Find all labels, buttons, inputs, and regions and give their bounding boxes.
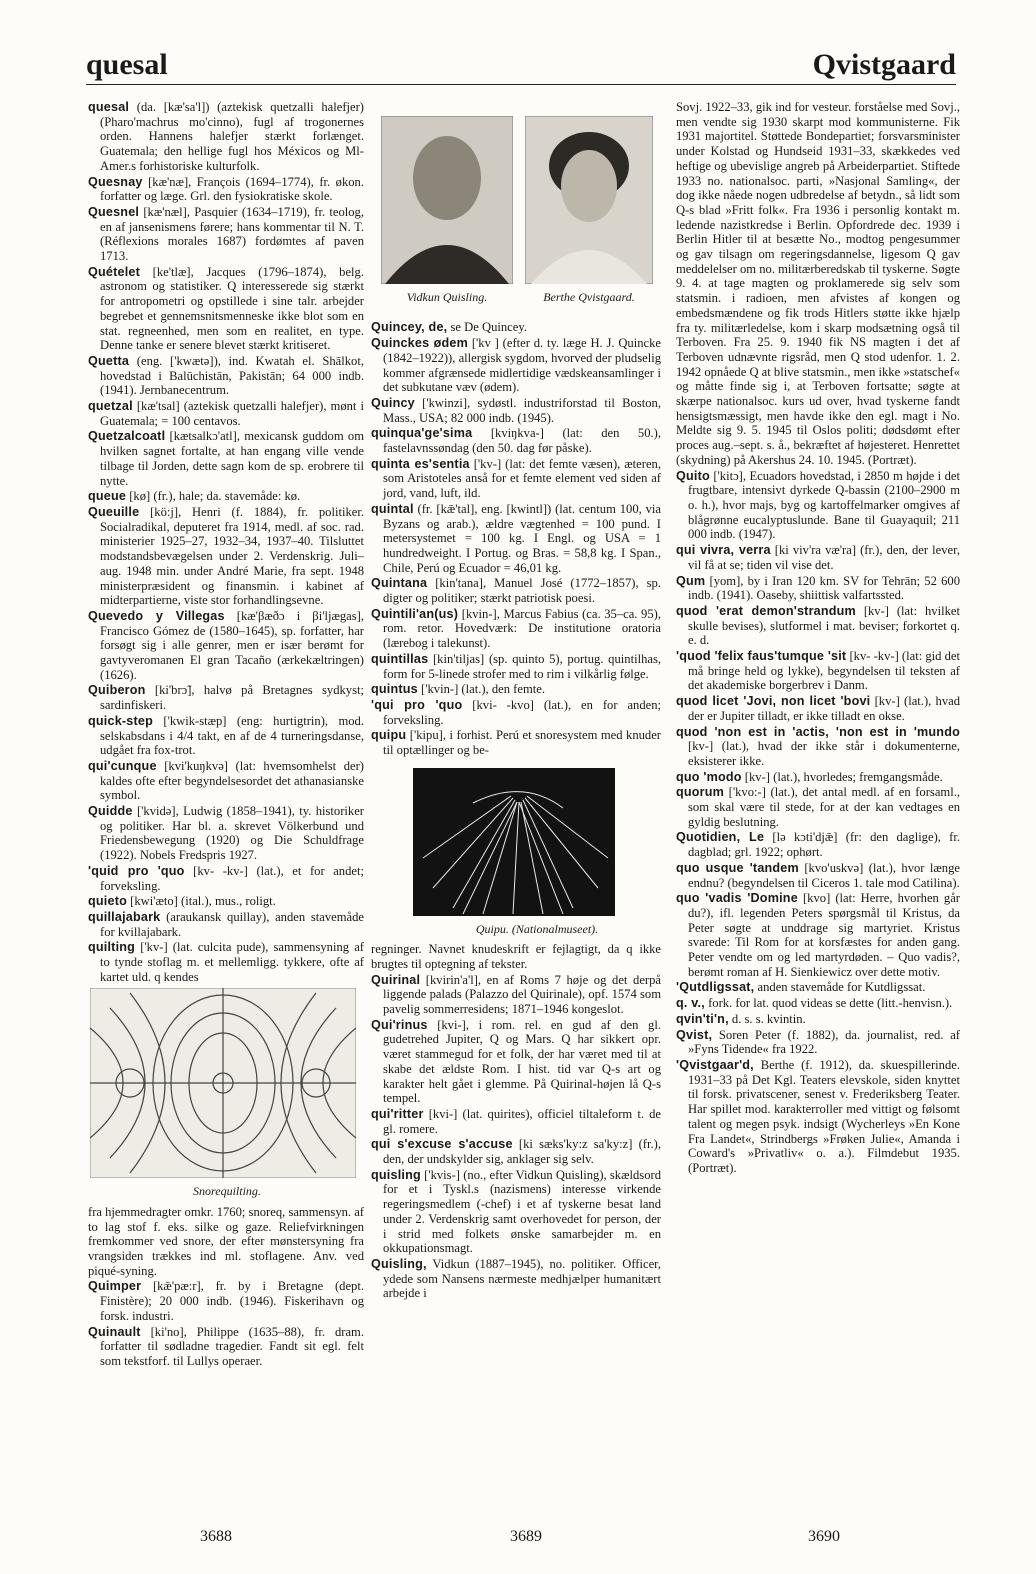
entry-term: quipu (371, 728, 407, 743)
entry-definition: [ki'brɔ̃], halvø på Bretagnes sydkyst; sardinfiskeri. (100, 683, 364, 713)
dictionary-entry (371, 973, 661, 1017)
column-1 (88, 100, 364, 1370)
dictionary-entry (88, 429, 364, 488)
entry-term: Quintana (371, 576, 428, 591)
dictionary-entry (88, 714, 364, 758)
dictionary-entry (371, 457, 661, 501)
entry-term: Qum (676, 573, 706, 588)
entry-term: Quotidien, Le (676, 830, 765, 845)
dictionary-entry (676, 785, 960, 829)
dictionary-entry (676, 574, 960, 603)
entry-definition: [kviŋkva-] (lat: den 50.), fastelavnssøndag (den 50. dag før påske). (383, 426, 661, 456)
quisling-caption: Vidkun Quisling. (406, 289, 488, 304)
entry-definition: [ke'tlæ], Jacques (1796–1874), belg. astronom og statistiker. Q interesserede sig stærkt for antropometri og opstillede i sine talr. arbejder begrebet et gennemsnitsmenneske ikke blot som en stat. regneenhed, men som en realitet, en type. Denne tanke er senere blevet stærkt kritiseret. (100, 264, 364, 353)
quisling-portrait (381, 116, 513, 284)
dictionary-entry (371, 728, 661, 757)
entry-term: Queuille (88, 504, 140, 519)
entry-definition: ['kwik-stæp] (eng: hurtigtrin), mod. selskabsdans i 4/4 takt, en af de 4 turneringsdanse, udgået fra fox-trot. (100, 713, 364, 758)
entry-definition: d. s. s. kvintin. (728, 1011, 806, 1026)
entry-term: quod licet 'Jovi, non licet 'bovi (676, 694, 871, 709)
dictionary-entry (88, 354, 364, 398)
entry-definition: regninger. Navnet knudeskrift er fejlagtigt, da q ikke brugtes til optegning af tekster. (371, 942, 661, 971)
entry-definition: [kvo'uskvə] (lat.), hvor længe endnu? (begyndelsen til Ciceros 1. tale mod Catilina). (688, 860, 960, 890)
dictionary-entry (676, 996, 960, 1011)
column-3 (676, 100, 960, 1177)
entry-term: Quevedo y Villegas (88, 608, 225, 623)
dictionary-entry (371, 1168, 661, 1256)
entry-definition: ['kv-] (lat. culcita pude), sammensyning af to tynde stoflag m. et mellemligg. tykkere, ofte af kartet uld. q kendes (100, 940, 364, 984)
entry-definition: [kæ'næl], Pasquier (1634–1719), fr. teolog, en af jansenismens førere; hans kommentar til N. T. (Réflexions morales 1687) fordømtes af paven 1713. (100, 204, 364, 264)
entry-term: Quincey, de, (371, 320, 448, 335)
dictionary-entry (676, 861, 960, 890)
dictionary-entry (676, 543, 960, 572)
dictionary-entry (88, 100, 364, 174)
entry-term: Quiberon (88, 683, 146, 698)
entry-term: quilting (88, 940, 136, 955)
entry-definition: [kv-] (lat.), hvad der er Jupiter tilladt, er ikke tilladt en okse. (688, 694, 961, 723)
entry-definition: [yom], by i Iran 120 km. SV for Tehrān; 52 600 indb. (1941). Oaseby, shiittisk valfartssted. (688, 573, 960, 603)
dictionary-entry (88, 265, 364, 353)
entry-definition: Vidkun (1887–1945), no. politiker. Officer, ydede som Nansens nærmeste medhjælper humanitært arbejde i (383, 1256, 661, 1301)
header-guideword-right: Qvistgaard (812, 48, 956, 81)
dictionary-entry (371, 698, 661, 727)
dictionary-entry (88, 1205, 364, 1279)
entry-definition: Berthe (f. 1912), da. skuespillerinde. 1931–33 på Det Kgl. Teaters elevskole, siden knyttet til forsk. privatscener, senest v. Frederiksberg Teater. Har spillet mod. karakterroller med vittigt og følsomt talent og megen psyk. indsigt (Wycherleys »En Kone Fra Landet«, Strindbergs »Frøken Julie«, Amanda i Coward's »Privatliv« o. a.). Filmdebut 1935. (Portræt). (688, 1058, 960, 1175)
entry-term: quintal (371, 501, 414, 516)
entry-definition: se De Quincey. (447, 320, 527, 335)
entry-term: Quidde (88, 804, 133, 819)
dictionary-entry (88, 205, 364, 264)
dictionary-entry (88, 864, 364, 893)
header-guideword-left: quesal (86, 48, 168, 81)
entry-definition: ['kvis-] (no., efter Vidkun Quisling), skældsord for et i Tyskl.s (nazismens) interesse virkende regeringsmedlem (-chef) i et af tyskerne besat land under 2. Verdenskrig samt overhovedet for person, der i strid med folkets ønske samarbejder m. en okkupationsmagt. (383, 1167, 661, 1256)
entry-definition: fork. for lat. quod videas se dette (litt.-henvisn.). (704, 996, 953, 1011)
column-1-entries-top (88, 100, 364, 984)
dictionary-entry (676, 1028, 960, 1057)
dictionary-entry (676, 604, 960, 648)
qvistgaard-caption: Berthe Qvistgaard. (543, 289, 635, 304)
entry-definition: [kin'tana], Manuel José (1772–1857), sp. digter og politiker; stærkt patriotisk poesi. (383, 576, 661, 606)
column-2-entries-bottom (371, 942, 661, 1301)
column-1-entries-bottom (88, 1205, 364, 1369)
entry-definition: anden stavemåde for Kutdligssat. (754, 980, 926, 995)
entry-term: Quisling, (371, 1256, 427, 1271)
entry-term: Qui'rinus (371, 1017, 428, 1032)
quipu-caption: Quipu. (Nationalmuseet). (475, 921, 599, 936)
dictionary-entry (676, 469, 960, 543)
entry-term: Quinault (88, 1324, 141, 1339)
entry-definition: Sovj. 1922–33, gik ind for vesteur. forståelse med Sovj., men vendte sig 1930 skarpt mod kommunisterne. Fik 1931 majortitel. Støttede Bondepartiet; forsvarsminister under Kolstad og Hundseid 1931–33, skækkedes ved heftige og ubevislige angreb på Arbeiderpartiet. Stiftede 1933 no. nationalsoc. parti, »Nasjonal Samling«, der dog ikke nåede nogen udbredelse af betydn., så lidt som Q-s blad »Fritt folk«. Fra 1936 i personlig kontakt m. ledende nazistkredse i Berlin. Opfordrede dec. 1939 i Berlin Hitler til at besætte No., modtog pengesummer og gav tilsagn om regeringsdannelse, ligesom Q gav meddelelser om no. militærberedskab til tyskerne. Søgte 9. 4. at tage magten og proklamerede sig selv som statsmin. i radioen, men afvistes af kongen og embedsmændene og fik trods Hitlers støtte ikke hjælp fra ty. militærledelse, kom i skarp modsætning også til Terboven. Fra 25. 9. 1940 fik NS magten i det af Terboven udnævnte rigsråd, men Q stod udenfor. 1. 2. 1942 opnåede Q at blive statsmin., men ikke »statschef« og måtte finde sig i, at Terboven fortsatte; søgte at skærpe nationalsoc. kurs ud over, hvad tyskerne fandt hensigtsmæssigt, men havde ikke den egl. magt i No. Meldte sig 9. 5. 1945 til Oslos politi; dødsdømt efter proces aug.–sept. s. å., bekræftet af højesteret. Henrettet (skydning) på Akershus 24. 10. 1945. (Portræt). (676, 100, 960, 467)
dictionary-entry (371, 1107, 661, 1136)
entry-definition: [kin'tiljas] (sp. quinto 5), portug. quintilhas, form for 5-linede strofer med to rim i vilkårlig følge. (383, 651, 661, 681)
entry-term: qui'ritter (371, 1106, 424, 1121)
quilting-photo (90, 988, 356, 1178)
dictionary-entry (88, 940, 364, 984)
entry-definition: [lə kɔti'djǣ] (fr: den daglige), fr. dagblad; grl. 1922; ophørt. (688, 830, 961, 860)
column-3-entries (676, 100, 960, 1176)
entry-definition: [kvi- -kvo] (lat.), en for anden; forveksling. (383, 697, 662, 727)
entry-definition: (fr. [kǣ'tal], eng. [kwintl]) (lat. centum 100, via Byzans og arab.), ældre vægtenhed = 100 pund. I metersystemet = 100 kg. I Engl. og USA = 1 hundredweight. I Portug. og Bras. = 58,8 kg. I Span., Chile, Perú og Ecuador = 46,01 kg. (383, 501, 661, 575)
entry-definition: (da. [kæ'sa'l]) (aztekisk quetzalli halefjer) (Pharo'machrus mo'cinno), fugl af trogonernes orden. Hannens halefjer stærkt forlænget. Guatemala; den hellige fugl hos Méxicos og Ml-Amer.s forhistoriske kulturfolk. (100, 100, 364, 173)
entry-term: Quesnay (88, 174, 143, 189)
portrait-figures (381, 116, 661, 310)
entry-definition: ['kitɔ], Ecuadors hovedstad, i 2850 m højde i det frugtbare, intensivt dyrkede Q-bassin (2100–2900 m o. h.), hvor majs, byg og kartoffelmarker omgives af blågrønne eucalyptuslunde. Bane til Guayaquil; 211 000 indb. (1947). (688, 468, 960, 542)
dictionary-entry (676, 770, 960, 785)
entry-term: quinqua'ge'sima (371, 426, 473, 441)
entry-definition: [kvin-], Marcus Fabius (ca. 35–ca. 95), rom. retor. Hovedværk: De institutione oratoria (lærebog i talekunst). (383, 606, 661, 651)
page-number-left: 3688 (200, 1528, 232, 1545)
entry-term: quod 'erat demon'strandum (676, 603, 856, 618)
entry-definition: [ki viv'ra væ'ra] (fr.), den, der lever, vil få at se; tiden vil vise det. (688, 543, 960, 572)
entry-term: 'quod 'felix faus'tumque 'sit (676, 649, 847, 664)
dictionary-entry (676, 100, 960, 468)
entry-term: quisling (371, 1167, 421, 1182)
entry-term: Quetzalcoatl (88, 429, 166, 444)
dictionary-entry (88, 505, 364, 608)
entry-definition: [kv-] (lat.), hvorledes; fremgangsmåde. (741, 769, 943, 784)
entry-term: quieto (88, 894, 127, 909)
dictionary-entry (88, 609, 364, 683)
entry-definition: ['kv-] (lat: det femte væsen), æteren, som Aristoteles anså for et femte element ved siden af jord, vand, luft, ild. (383, 456, 661, 501)
entry-term: Quimper (88, 1279, 142, 1294)
entry-definition: [ki sæks'ky:z sa'ky:z] (fr.), den, der undskylder sig, anklager sig selv. (383, 1137, 661, 1167)
entry-term: Quirinal (371, 972, 421, 987)
entry-definition: (araukansk quillay), anden stavemåde for kvillajabark. (100, 909, 364, 939)
quipu-figure (413, 768, 661, 936)
page-number-middle: 3689 (510, 1528, 542, 1545)
entry-definition: [kv- -kv-] (lat.), et for andet; forveksling. (100, 863, 364, 893)
entry-definition: [ki'no], Philippe (1635–88), fr. dram. forfatter til sødladne tragedier. Fandt sit egl. felt som tekstforf. til Lullys operaer. (100, 1324, 364, 1368)
entry-definition: ['kvo:-] (lat.), det antal medl. af en forsaml., som skal være til stede, for at der kan vedtages en gyldig beslutning. (688, 785, 960, 829)
entry-definition: [kæ'tsal] (aztekisk quetzalli halefjer), mønt i Guatemala; = 100 centavos. (100, 399, 364, 428)
entry-term: Quesnel (88, 204, 140, 219)
entry-definition: [kæ'næ], François (1694–1774), fr. økon. forfatter og læge. Grl. den fysiokratiske skole. (100, 174, 364, 204)
dictionary-entry (371, 942, 661, 971)
entry-term: Quetta (88, 353, 130, 368)
entry-definition: ['kvidə], Ludwig (1858–1941), ty. historiker og politiker. Har bl. a. skrevet Völkerbund und Friedensbewegung (1920) og Die Schuldfrage (1922). Nobels Fredspris 1927. (100, 804, 364, 863)
entry-definition: Soren Peter (f. 1882), da. journalist, red. af »Fyns Tidende« fra 1922. (688, 1027, 960, 1057)
entry-term: Quito (676, 468, 710, 483)
entry-term: quo 'modo (676, 769, 742, 784)
dictionary-entry (676, 649, 960, 693)
dictionary-entry (676, 1012, 960, 1027)
page-header (86, 38, 956, 85)
dictionary-entry (371, 576, 661, 605)
entry-term: 'qui pro 'quo (371, 697, 463, 712)
dictionary-entry (371, 426, 661, 455)
entry-definition: fra hjemmedragter omkr. 1760; snoreq, sammensyn. af to lag stof f. eks. silke og gaze. Reliefvirkningen fremkommer ved snore, der efter mønstersyning fra vrangsiden trækkes ind ml. stoflagene. Anv. ved piqué-syning. (88, 1204, 364, 1278)
dictionary-entry (88, 894, 364, 909)
dictionary-entry (676, 980, 960, 995)
dictionary-entry (88, 1325, 364, 1369)
entry-definition: [kvi'kuŋkvə] (lat: hvemsomhelst der) kaldes ofte efter begyndelsesordet det athanasianske symbol. (100, 758, 364, 803)
entry-definition: [kv-] (lat: hvilket skulle bevises), slutformel i mat. beviser; forkortet q. e. d. (688, 603, 960, 648)
dictionary-entry (371, 396, 661, 425)
entry-term: quo usque 'tandem (676, 860, 799, 875)
entry-term: Quinckes ødem (371, 336, 469, 351)
entry-term: quinta es'sentia (371, 456, 470, 471)
entry-term: qvin'ti'n, (676, 1011, 729, 1026)
entry-definition: ['kwinzi], sydøstl. industriforstad til Boston, Mass., USA; 82 000 indb. (1945). (383, 395, 661, 425)
dictionary-entry (88, 804, 364, 863)
dictionary-entry (676, 694, 960, 723)
dictionary-entry (371, 336, 661, 395)
entry-definition: [kæ'βæðɔ i βi'ljægas], Francisco Gómez de (1580–1645), sp. forfatter, har forsøgt sig i alle genrer, men er især berømt for gavtyveromanen El gran Tacaño (ærkekæltringen) (1626). (100, 608, 364, 682)
quilting-figure (90, 988, 364, 1198)
dictionary-entry (371, 652, 661, 681)
dictionary-entry (371, 502, 661, 576)
dictionary-entry (88, 175, 364, 204)
entry-term: quintillas (371, 651, 429, 666)
entry-definition: [kǣ'pæ:r], fr. by i Bretagne (dept. Finistère); 20 000 indb. (1946). Fiskerihavn og forsk. industri. (100, 1279, 364, 1323)
dictionary-entry (88, 759, 364, 803)
dictionary-entry (88, 1279, 364, 1323)
entry-term: Quételet (88, 264, 140, 279)
entry-term: 'Qutdligssat, (676, 980, 755, 995)
quipu-photo (413, 768, 615, 916)
entry-term: qui vivra, verra (676, 543, 771, 558)
qvistgaard-portrait (525, 116, 653, 284)
entry-term: Qvist, (676, 1027, 713, 1042)
entry-definition: ['kvin-] (lat.), den femte. (417, 682, 545, 697)
entry-term: quesal (88, 100, 130, 114)
entry-term: 'Qvistgaar'd, (676, 1058, 754, 1072)
dictionary-entry (371, 682, 661, 697)
entry-definition: [kø] (fr.), hale; da. stavemåde: kø. (126, 489, 301, 504)
entry-definition: [kv- -kv-] (lat: gid det må bringe held og lykke), begyndelsen til teksten af det akademiske borgerbrev i Danm. (688, 649, 960, 693)
quilting-caption: Snorequilting. (193, 1184, 261, 1199)
dictionary-entry (88, 489, 364, 504)
entry-term: 'quid pro 'quo (88, 863, 185, 878)
dictionary-entry (371, 1018, 661, 1106)
entry-definition: ['kipu], i forhist. Perú et snoresystem med knuder til optællinger og be- (383, 728, 661, 758)
dictionary-entry (676, 725, 960, 769)
entry-definition: [kv-] (lat.), hvad der ikke står i dokumenterne, eksisterer ikke. (688, 739, 960, 768)
dictionary-entry (371, 607, 661, 651)
entry-term: quod 'non est in 'actis, 'non est in 'mundo (676, 724, 960, 739)
entry-definition: [kvo] (lat: Herre, hvorhen går du?), ifl. legenden Peters spørgsmål til Kristus, da Peter søgte at unddrage sig martyriet. Kristus svarede: Til Rom for at korsfæstes for anden gang. Peter vendte om og led martyrdøden. – Quo vadis?, berømt roman af H. Sienkiewicz over dette motiv. (688, 891, 960, 979)
dictionary-entry (88, 399, 364, 428)
entry-term: qui s'excuse s'accuse (371, 1137, 513, 1152)
entry-definition: [kö:j], Henri (f. 1884), fr. politiker. Socialradikal, deputeret fra 1914, medl. af soc. rad. ministerier 1925–27, 1932–34, 1937–40. Tilsluttet modstandsbevægelsen under 2. Verdenskrig. Juli–aug. 1948 min. under André Marie, fra sept. 1948 ministerpræsident og finansmin. i kabinet af midterpartierne, viste stor forhandlingsevne. (100, 504, 364, 608)
dictionary-entry (371, 1257, 661, 1301)
entry-term: q. v., (676, 996, 705, 1011)
entry-definition: (eng. ['kwætə]), ind. Kwatah el. Shālkot, hovedstad i Balūchistān, Pakistān; 64 000 indb. (1941). Jernbanecentrum. (100, 353, 364, 398)
entry-term: quillajabark (88, 909, 161, 924)
entry-term: quick-step (88, 713, 153, 728)
entry-definition: [kvi-] (lat. quirites), officiel tiltaleform t. de gl. romere. (383, 1106, 661, 1136)
entry-definition: [kvi-], i rom. rel. en gud af den gl. gudetrehed Jupiter, Q og Mars. Q har sikkert opr. været stammegud for et folk, der har været med til at skabe det ældste Rom. I hist. tid var Q-s art og karakter helt gået i glemme. På Quirinal-højen lå Q-s tempel. (383, 1017, 661, 1106)
dictionary-entry (88, 910, 364, 939)
dictionary-entry (676, 891, 960, 979)
page-number-right: 3690 (808, 1528, 840, 1545)
entry-term: quo 'vadis 'Domine (676, 891, 798, 906)
dictionary-entry (676, 830, 960, 859)
entry-term: Quincy (371, 395, 415, 410)
entry-term: Quintili'an(us) (371, 606, 459, 621)
entry-definition: ['kv ] (efter d. ty. læge H. J. Quincke (1842–1922)), allergisk sygdom, hvorved der pludselig kommer afgrænsede midlertidige vædskeansamlinger i det subkutane væv (ødem). (383, 336, 661, 395)
dictionary-entry (88, 683, 364, 712)
column-2 (371, 100, 661, 1302)
entry-definition: [kwi'æto] (ital.), mus., roligt. (126, 894, 276, 909)
column-2-entries-top (371, 320, 661, 757)
dictionary-entry (371, 1137, 661, 1166)
entry-definition: [kvirin'a'l], en af Roms 7 høje og det derpå liggende palads (Palazzo del Quirinale), opf. 1574 som pavelig sommerresidens; 1871–1946 kongeslot. (383, 972, 661, 1017)
entry-term: queue (88, 489, 127, 504)
entry-term: quorum (676, 785, 725, 800)
dictionary-entry (371, 320, 661, 335)
entry-term: quintus (371, 682, 418, 697)
entry-term: quetzal (88, 399, 133, 414)
entry-definition: [kætsalkɔ'atl], mexicansk guddom om hvilken sagnet fortalte, at han engang ville vende tilbage til Jorden, dette sagn kom de sp. erobrere til nytte. (100, 429, 364, 488)
dictionary-entry (676, 1058, 960, 1176)
entry-term: qui'cunque (88, 758, 157, 773)
